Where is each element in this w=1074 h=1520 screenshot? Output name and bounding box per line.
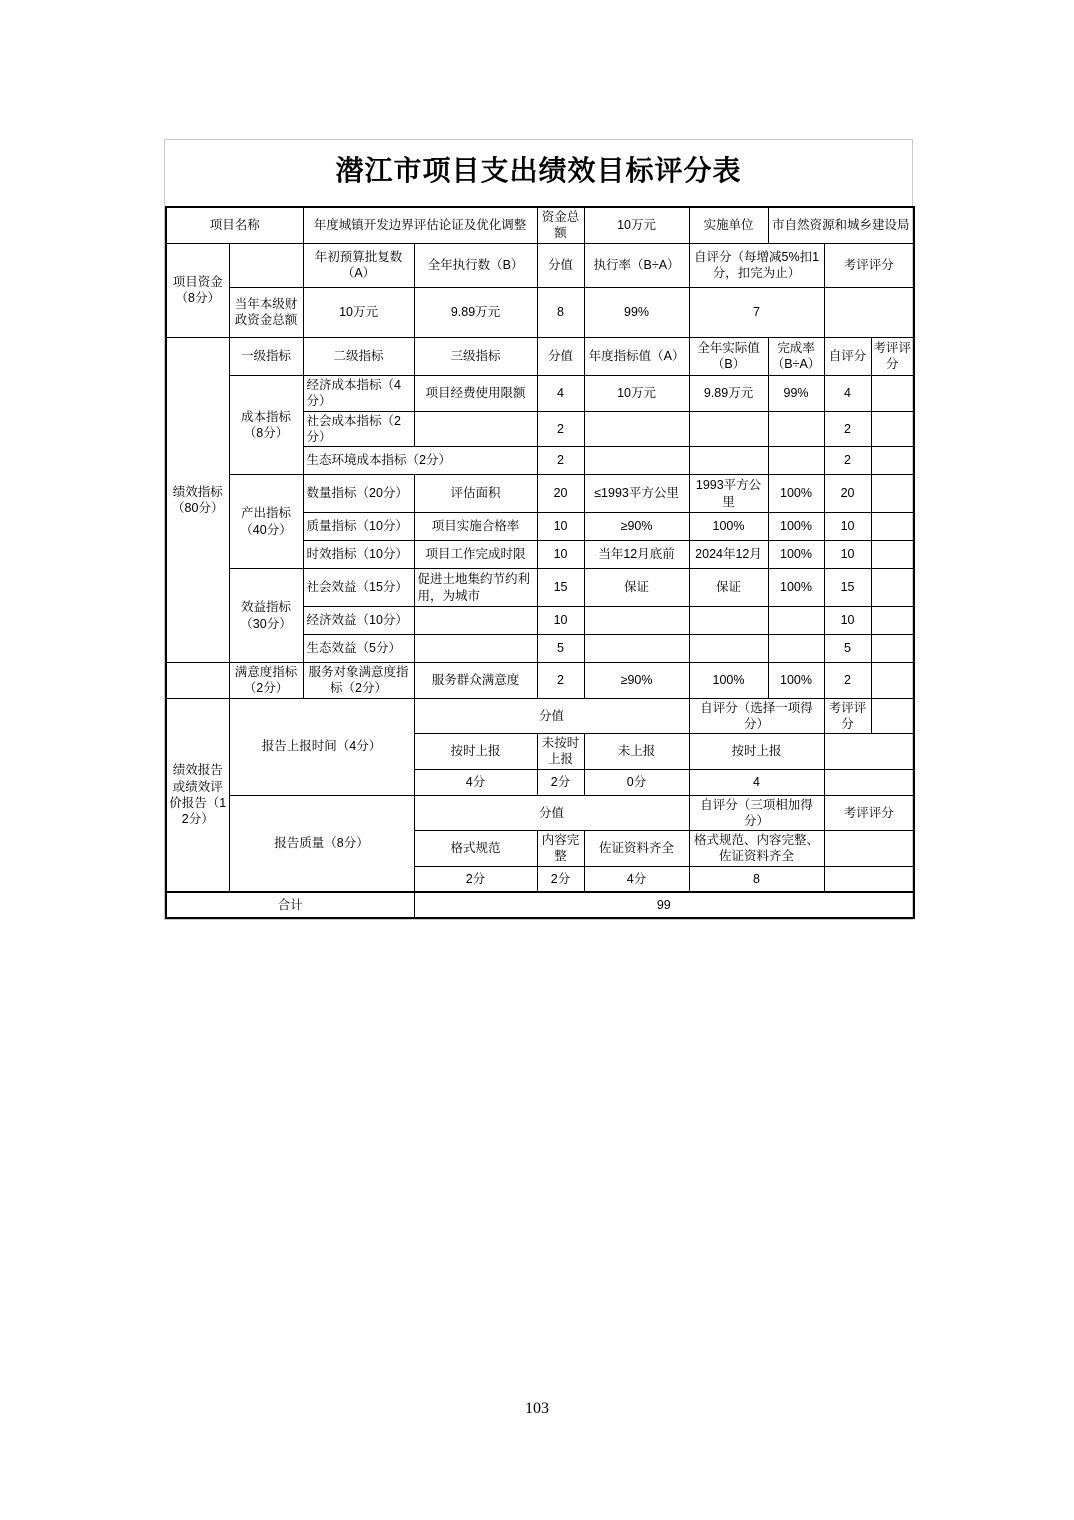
table-cell: 2 xyxy=(537,411,584,447)
table-cell: 佐证资料齐全 xyxy=(584,831,689,867)
table-cell: 项目工作完成时限 xyxy=(414,541,537,569)
table-cell: 1993平方公里 xyxy=(689,475,768,513)
table-cell xyxy=(871,375,914,411)
table-cell: 20 xyxy=(537,475,584,513)
table-cell: 4 xyxy=(824,375,871,411)
table-cell: 100% xyxy=(768,541,824,569)
table-cell xyxy=(871,607,914,635)
page-title: 潜江市项目支出绩效目标评分表 xyxy=(335,155,742,186)
table-cell: 100% xyxy=(689,513,768,541)
table-cell: 9.89万元 xyxy=(689,375,768,411)
table-cell: 促进土地集约节约利用，为城市 xyxy=(414,569,537,607)
table-cell: 数量指标（20分） xyxy=(303,475,414,513)
table-cell: 评估面积 xyxy=(414,475,537,513)
table-cell: 效益指标（30分） xyxy=(229,569,303,663)
table-cell: 15 xyxy=(537,569,584,607)
table-cell: 2 xyxy=(824,663,871,699)
table-cell: 99% xyxy=(584,287,689,337)
table-cell: 100% xyxy=(768,569,824,607)
scoring-table xyxy=(165,206,915,919)
table-cell: 10万元 xyxy=(303,287,414,337)
table-cell: 99% xyxy=(768,375,824,411)
table-cell: 4 xyxy=(689,769,824,795)
table-cell: 社会成本指标（2分） xyxy=(303,411,414,447)
table-cell: 考评评分 xyxy=(824,795,914,831)
table-cell xyxy=(824,769,914,795)
table-cell xyxy=(768,447,824,475)
table-cell xyxy=(824,287,914,337)
table-cell xyxy=(689,447,768,475)
table-cell: 100% xyxy=(768,513,824,541)
table-cell: 三级指标 xyxy=(414,337,537,375)
table-cell xyxy=(824,734,914,770)
table-cell: 2分 xyxy=(537,866,584,892)
table-cell: 绩效报告或绩效评价报告（12分） xyxy=(166,698,229,892)
table-cell: 成本指标（8分） xyxy=(229,375,303,475)
table-cell xyxy=(871,569,914,607)
table-cell: 执行率（B÷A） xyxy=(584,243,689,287)
table-cell: 4 xyxy=(537,375,584,411)
table-cell: 15 xyxy=(824,569,871,607)
table-cell: 4分 xyxy=(414,769,537,795)
table-cell xyxy=(229,243,303,287)
table-row xyxy=(166,892,914,918)
table-cell: ≤1993平方公里 xyxy=(584,475,689,513)
table-cell: 全年实际值（B） xyxy=(689,337,768,375)
table-cell: 保证 xyxy=(689,569,768,607)
table-row xyxy=(166,569,914,607)
table-cell xyxy=(166,663,229,699)
table-cell: 经济成本指标（4分） xyxy=(303,375,414,411)
table-cell xyxy=(584,607,689,635)
table-cell xyxy=(871,541,914,569)
table-cell: 项目名称 xyxy=(166,207,303,243)
table-cell xyxy=(824,831,914,867)
table-cell xyxy=(871,447,914,475)
table-cell: 自评分 xyxy=(824,337,871,375)
table-cell: 10 xyxy=(537,513,584,541)
table-cell: 10 xyxy=(824,541,871,569)
table-cell: 分值 xyxy=(414,795,689,831)
table-cell xyxy=(414,411,537,447)
table-cell: 10万元 xyxy=(584,207,689,243)
table-cell xyxy=(689,607,768,635)
table-cell: 自评分（每增减5%扣1分，扣完为止） xyxy=(689,243,824,287)
table-cell xyxy=(584,411,689,447)
table-cell: 考评评分 xyxy=(871,337,914,375)
table-cell xyxy=(768,411,824,447)
table-cell: 生态环境成本指标（2分） xyxy=(303,447,537,475)
table-cell: 2分 xyxy=(537,769,584,795)
table-row xyxy=(166,287,914,337)
table-cell: 5 xyxy=(824,635,871,663)
table-cell: 20 xyxy=(824,475,871,513)
table-cell: 年初预算批复数（A） xyxy=(303,243,414,287)
table-row xyxy=(166,243,914,287)
table-cell xyxy=(871,663,914,699)
table-cell: 按时上报 xyxy=(689,734,824,770)
table-cell xyxy=(871,475,914,513)
table-cell xyxy=(689,411,768,447)
table-cell: 格式规范 xyxy=(414,831,537,867)
table-cell: 100% xyxy=(768,475,824,513)
table-cell: 100% xyxy=(768,663,824,699)
table-cell: 满意度指标（2分） xyxy=(229,663,303,699)
table-cell: 10万元 xyxy=(584,375,689,411)
table-cell: 保证 xyxy=(584,569,689,607)
table-cell: 市自然资源和城乡建设局 xyxy=(768,207,914,243)
table-cell: 项目实施合格率 xyxy=(414,513,537,541)
table-cell: 2 xyxy=(824,447,871,475)
table-cell: 服务对象满意度指标（2分） xyxy=(303,663,414,699)
table-cell xyxy=(871,411,914,447)
table-cell xyxy=(768,607,824,635)
table-cell: 完成率（B÷A） xyxy=(768,337,824,375)
table-cell: 资金总额 xyxy=(537,207,584,243)
table-cell: 二级指标 xyxy=(303,337,414,375)
table-cell: 质量指标（10分） xyxy=(303,513,414,541)
table-cell: 10 xyxy=(537,541,584,569)
table-cell: 报告上报时间（4分） xyxy=(229,698,414,795)
table-cell: 分值 xyxy=(414,698,689,734)
table-cell: 8 xyxy=(689,866,824,892)
table-cell xyxy=(768,635,824,663)
table-cell: 2024年12月 xyxy=(689,541,768,569)
table-cell: 年度指标值（A） xyxy=(584,337,689,375)
table-row xyxy=(166,698,914,734)
table-cell: 10 xyxy=(824,607,871,635)
table-cell: 99 xyxy=(414,892,914,918)
table-cell xyxy=(414,607,537,635)
table-cell xyxy=(871,698,914,734)
table-cell: 经济效益（10分） xyxy=(303,607,414,635)
table-cell: 合计 xyxy=(166,892,414,918)
table-cell xyxy=(871,513,914,541)
table-cell: 项目经费使用限额 xyxy=(414,375,537,411)
table-cell: 分值 xyxy=(537,243,584,287)
table-row xyxy=(166,375,914,411)
table-row xyxy=(166,207,914,243)
table-cell xyxy=(584,635,689,663)
table-cell: 当年12月底前 xyxy=(584,541,689,569)
table-cell: 2 xyxy=(824,411,871,447)
table-cell: 项目资金（8分） xyxy=(166,243,229,337)
table-cell: 未按时上报 xyxy=(537,734,584,770)
table-cell xyxy=(584,447,689,475)
table-cell: 社会效益（15分） xyxy=(303,569,414,607)
table-cell xyxy=(414,635,537,663)
table-cell: 10 xyxy=(537,607,584,635)
table-cell: 8 xyxy=(537,287,584,337)
table-row xyxy=(166,475,914,513)
table-cell: 全年执行数（B） xyxy=(414,243,537,287)
table-cell: 考评评分 xyxy=(824,698,871,734)
table-cell: 按时上报 xyxy=(414,734,537,770)
table-cell: 5 xyxy=(537,635,584,663)
table-cell: 服务群众满意度 xyxy=(414,663,537,699)
table-cell: 时效指标（10分） xyxy=(303,541,414,569)
page-number: 103 xyxy=(525,1400,549,1417)
table-cell: 4分 xyxy=(584,866,689,892)
table-cell: 实施单位 xyxy=(689,207,768,243)
table-cell: 生态效益（5分） xyxy=(303,635,414,663)
table-cell: 0分 xyxy=(584,769,689,795)
table-cell xyxy=(689,635,768,663)
table-cell: 分值 xyxy=(537,337,584,375)
table-cell: 未上报 xyxy=(584,734,689,770)
table-row xyxy=(166,663,914,699)
table-cell: 考评评分 xyxy=(824,243,914,287)
table-cell: 2 xyxy=(537,663,584,699)
table-cell: 当年本级财政资金总额 xyxy=(229,287,303,337)
table-cell xyxy=(871,635,914,663)
table-cell: 7 xyxy=(689,287,824,337)
table-cell: 10 xyxy=(824,513,871,541)
table-row xyxy=(166,337,914,375)
table-cell: 报告质量（8分） xyxy=(229,795,414,892)
table-cell: 2 xyxy=(537,447,584,475)
table-cell: 年度城镇开发边界评估论证及优化调整 xyxy=(303,207,537,243)
table-cell: 一级指标 xyxy=(229,337,303,375)
table-cell: 2分 xyxy=(414,866,537,892)
table-cell: ≥90% xyxy=(584,513,689,541)
table-cell: 产出指标（40分） xyxy=(229,475,303,569)
table-cell xyxy=(824,866,914,892)
table-cell: 100% xyxy=(689,663,768,699)
scoring-table-body xyxy=(166,207,914,918)
table-cell: 自评分（选择一项得分） xyxy=(689,698,824,734)
table-cell: 自评分（三项相加得分） xyxy=(689,795,824,831)
table-cell: 绩效指标（80分） xyxy=(166,337,229,663)
table-row xyxy=(166,795,914,831)
document-page xyxy=(164,139,913,920)
table-cell: 内容完整 xyxy=(537,831,584,867)
table-cell: 格式规范、内容完整、佐证资料齐全 xyxy=(689,831,824,867)
table-cell: ≥90% xyxy=(584,663,689,699)
table-cell: 9.89万元 xyxy=(414,287,537,337)
